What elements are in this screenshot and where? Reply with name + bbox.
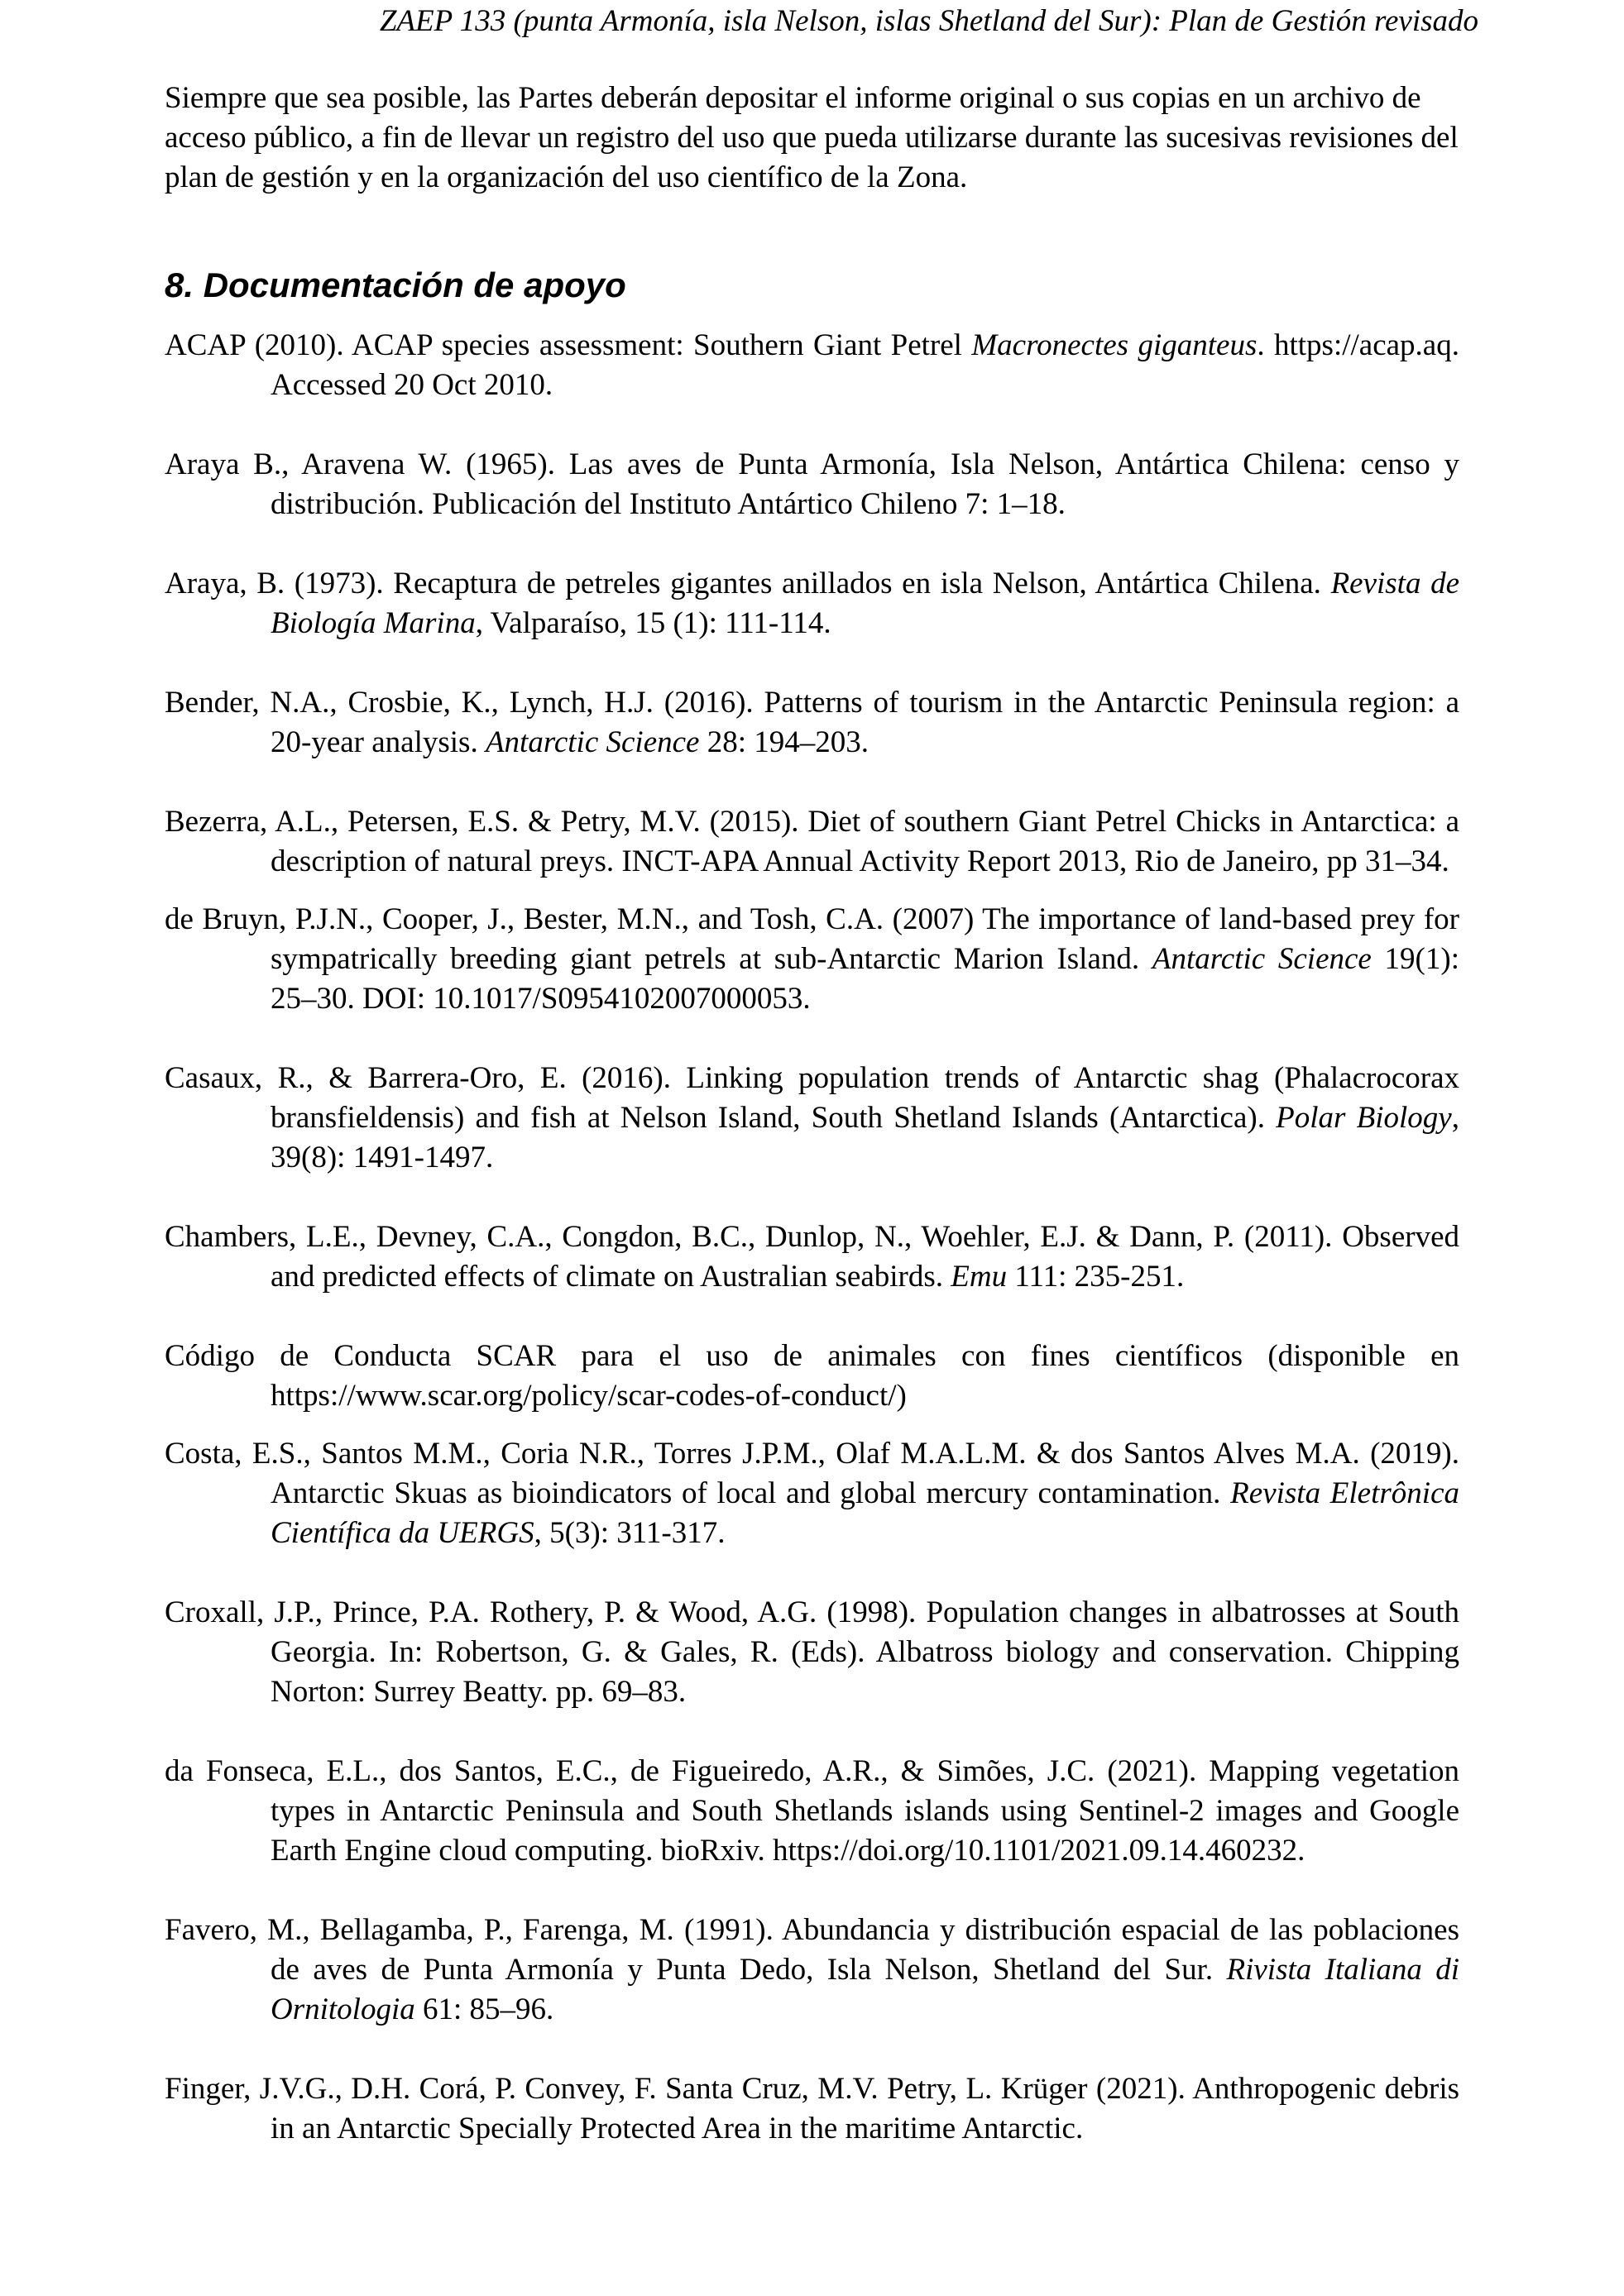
reference-entry: ACAP (2010). ACAP species assessment: Southern Giant Petrel Macronectes giganteus. https://acap.aq. Accessed 20 Oct 2010. (165, 328, 1459, 402)
reference-entry: da Fonseca, E.L., dos Santos, E.C., de Figueiredo, A.R., & Simões, J.C. (2021). Mapping vegetation types in Antarctic Peninsula and South Shetlands islands using Sentinel-2 images and Google Earth Engine cloud computing. bioRxiv. https://doi.org/10.1101/2021.09.14.460232. (165, 1754, 1459, 1868)
reference-entry: Bender, N.A., Crosbie, K., Lynch, H.J. (2016). Patterns of tourism in the Antarctic Peninsula region: a 20-year analysis. Antarctic Science 28: 194–203. (165, 686, 1459, 759)
reference-entry: Código de Conducta SCAR para el uso de animales con fines científicos (disponible en https://www.scar.org/policy/scar-codes-of-conduct/) (165, 1339, 1459, 1413)
reference-entry: Finger, J.V.G., D.H. Corá, P. Convey, F. Santa Cruz, M.V. Petry, L. Krüger (2021). Anthropogenic debris in an Antarctic Specially Protected Area in the maritime Antarctic. (165, 2072, 1459, 2145)
reference-entry: Casaux, R., & Barrera-Oro, E. (2016). Linking population trends of Antarctic shag (Phalacrocorax bransfieldensis) and fish at Nelson Island, South Shetland Islands (Antarctica). Polar Biology, 39(8): 1491-1497. (165, 1061, 1459, 1174)
running-header: ZAEP 133 (punta Armonía, isla Nelson, islas Shetland del Sur): Plan de Gestión revisado (379, 4, 1478, 38)
reference-entry: de Bruyn, P.J.N., Cooper, J., Bester, M.N., and Tosh, C.A. (2007) The importance of land-based prey for sympatrically breeding giant petrels at sub-Antarctic Marion Island. Antarctic Science 19(1): 25–30. DOI: 10.1017/S0954102007000053. (165, 902, 1459, 1016)
reference-entry: Costa, E.S., Santos M.M., Coria N.R., Torres J.P.M., Olaf M.A.L.M. & dos Santos Alves M.A. (2019). Antarctic Skuas as bioindicators of local and global mercury contamination. Revista Eletrônica Científica da UERGS, 5(3): 311-317. (165, 1437, 1459, 1550)
reference-list (165, 326, 1459, 2149)
reference-entry: Croxall, J.P., Prince, P.A. Rothery, P. & Wood, A.G. (1998). Population changes in albatrosses at South Georgia. In: Robertson, G. & Gales, R. (Eds). Albatross biology and conservation. Chipping Norton: Surrey Beatty. pp. 69–83. (165, 1595, 1459, 1709)
intro-paragraph: Siempre que sea posible, las Partes deberán depositar el informe original o sus copias en un archivo de acceso público, a fin de llevar un registro del uso que pueda utilizarse durante las sucesivas revisiones del plan de gestión y en la organización del uso científico de la Zona. (165, 81, 1459, 194)
reference-entry: Favero, M., Bellagamba, P., Farenga, M. (1991). Abundancia y distribución espacial de las poblaciones de aves de Punta Armonía y Punta Dedo, Isla Nelson, Shetland del Sur. Rivista Italiana di Ornitologia 61: 85–96. (165, 1913, 1460, 2026)
section-title: 8. Documentación de apoyo (165, 265, 626, 304)
reference-entry: Bezerra, A.L., Petersen, E.S. & Petry, M.V. (2015). Diet of southern Giant Petrel Chicks in Antarctica: a description of natural preys. INCT-APA Annual Activity Report 2013, Rio de Janeiro, pp 31–34. (165, 805, 1459, 878)
reference-entry: Araya B., Aravena W. (1965). Las aves de Punta Armonía, Isla Nelson, Antártica Chilena: censo y distribución. Publicación del Instituto Antártico Chileno 7: 1–18. (165, 447, 1459, 521)
reference-entry: Araya, B. (1973). Recaptura de petreles gigantes anillados en isla Nelson, Antártica Chilena. Revista de Biología Marina, Valparaíso, 15 (1): 111-114. (165, 567, 1460, 640)
reference-entry: Chambers, L.E., Devney, C.A., Congdon, B.C., Dunlop, N., Woehler, E.J. & Dann, P. (2011). Observed and predicted effects of climate on Australian seabirds. Emu 111: 235-251. (165, 1220, 1459, 1294)
